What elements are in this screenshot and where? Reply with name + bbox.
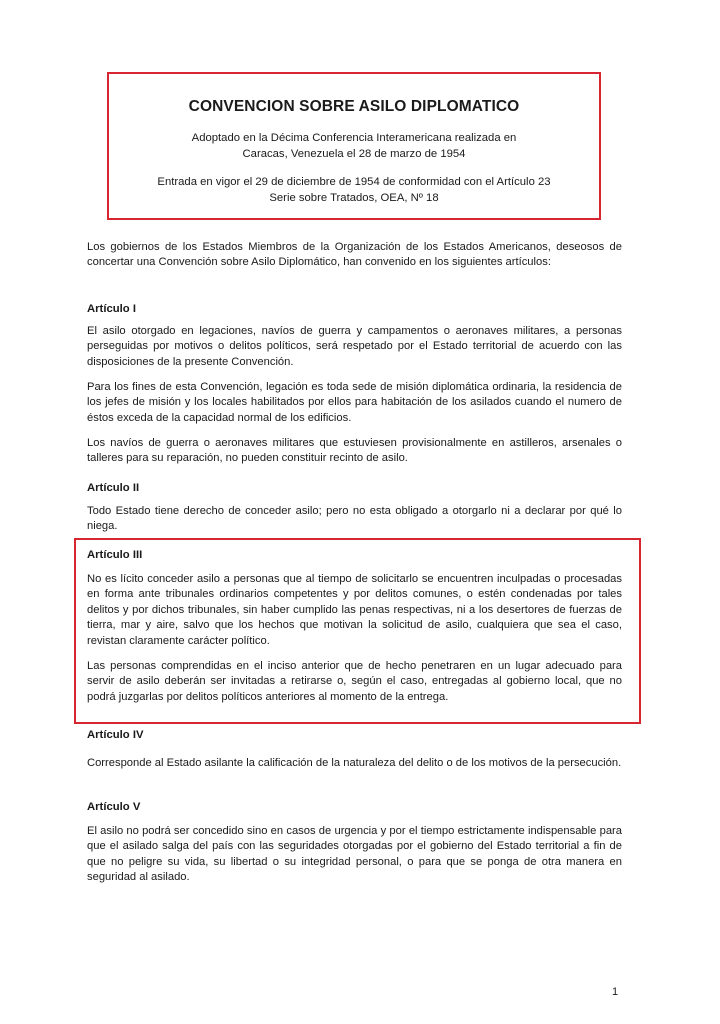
entry-into-force-info: [109, 174, 599, 206]
article-1-paragraph-3: Los navíos de guerra o aeronaves militares que estuviesen provisionalmente en astilleros, arsenales o talleres para su reparación, no pueden constituir recinto de asilo.: [87, 437, 622, 465]
article-2-heading: Artículo II: [87, 482, 140, 494]
article-5-heading: Artículo V: [87, 801, 141, 813]
article-3-heading: Artículo III: [87, 549, 143, 561]
entry-line-2: Serie sobre Tratados, OEA, Nº 18: [269, 192, 439, 204]
article-1-paragraph-2: Para los fines de esta Convención, legación es toda sede de misión diplomática ordinaria, la residencia de los jefes de misión y los locales habilitados por ellos para habitación de los asilados cuando el numero de éstos exceda de la capacidad normal de los edificios.: [87, 381, 622, 424]
title-box: [107, 72, 601, 220]
article-1-paragraph-1: El asilo otorgado en legaciones, navíos de guerra y campamentos o aeronaves militares, a personas perseguidas por motivos o delitos políticos, será respetado por el Estado territorial de acuerdo con las disposiciones de la presente Convención.: [87, 325, 622, 368]
article-1-heading: Artículo I: [87, 303, 136, 315]
entry-line-1: Entrada en vigor el 29 de diciembre de 1954 de conformidad con el Artículo 23: [157, 176, 551, 188]
adoption-line-1: Adoptado en la Décima Conferencia Interamericana realizada en: [191, 132, 517, 144]
article-3-paragraph-1: No es lícito conceder asilo a personas que al tiempo de solicitarlo se encuentren inculpadas o procesadas en forma ante tribunales ordinarios competentes y por delitos comunes, o estén condenadas por tales delitos y por dichos tribunales, sin haber cumplido las penas respectivas, ni a los desertores de fuerzas de tierra, mar y aire, salvo que los hechos que motivan la solicitud de asilo, cualquiera que sea el caso, revistan claramente carácter político.: [87, 573, 622, 647]
document-title: CONVENCION SOBRE ASILO DIPLOMATICO: [188, 98, 520, 115]
article-3-paragraph-2: Las personas comprendidas en el inciso anterior que de hecho penetraren en un lugar adecuado para servir de asilo deberán ser invitadas a retirarse o, según el caso, entregadas al gobierno local, que no podrá juzgarlas por delitos políticos anteriores al momento de la entrega.: [87, 660, 622, 703]
page-number: 1: [612, 986, 619, 998]
article-4-paragraph-1: Corresponde al Estado asilante la calificación de la naturaleza del delito o de los motivos de la persecución.: [87, 757, 622, 769]
adoption-line-2: Caracas, Venezuela el 28 de marzo de 1954: [242, 148, 466, 160]
preamble: Los gobiernos de los Estados Miembros de la Organización de los Estados Americanos, deseosos de concertar una Convención sobre Asilo Diplomático, han convenido en los siguientes artículos:: [87, 241, 622, 269]
article-4-heading: Artículo IV: [87, 729, 144, 741]
article-2-paragraph-1: Todo Estado tiene derecho de conceder asilo; pero no esta obligado a otorgarlo ni a declarar por qué lo niega.: [87, 505, 622, 533]
article-5-paragraph-1: El asilo no podrá ser concedido sino en casos de urgencia y por el tiempo estrictamente indispensable para que el asilado salga del país con las seguridades otorgadas por el gobierno del Estado territorial a fin de que no peligre su vida, su libertad o su integridad personal, o para que se ponga de otra manera en seguridad al asilado.: [87, 825, 622, 884]
adoption-info: [109, 130, 599, 162]
